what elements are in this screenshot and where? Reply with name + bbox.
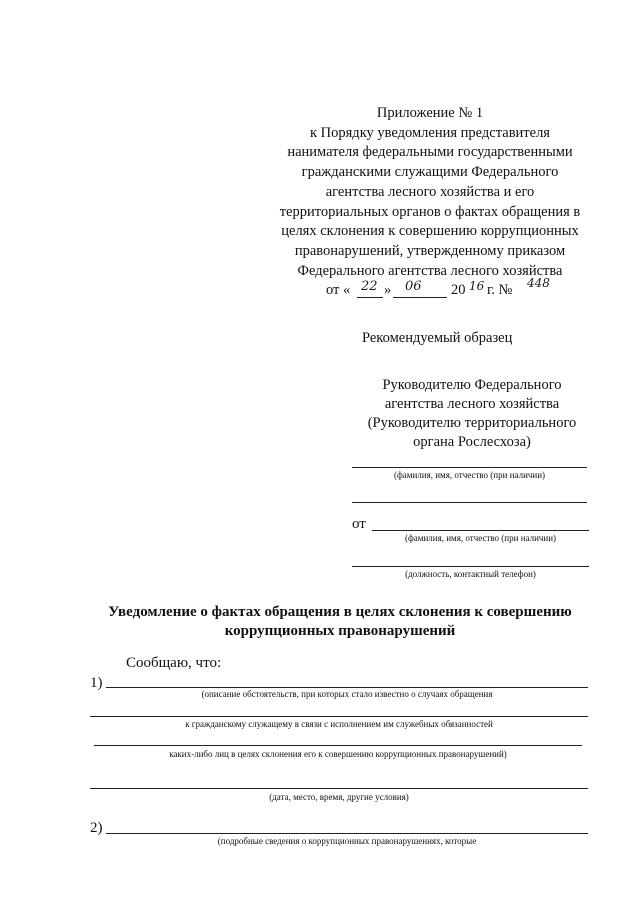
item-1-hint: к гражданскому служащему в связи с исполнением им служебных обязанностей xyxy=(185,719,493,729)
item-1-line xyxy=(94,745,582,746)
order-year-prefix: 20 xyxy=(451,282,466,298)
order-month-underline xyxy=(393,297,447,298)
item-1-hint: каких-либо лиц в целях склонения его к совершению коррупционных правонарушений) xyxy=(169,749,507,759)
sample-label: Рекомендуемый образец xyxy=(362,330,513,346)
order-number: 448 xyxy=(527,276,550,290)
appendix-block xyxy=(262,104,598,281)
item-2-hint: (подробные сведения о коррупционных правонарушениях, которые xyxy=(217,836,477,846)
position-line xyxy=(352,566,589,567)
notice-title xyxy=(60,603,620,641)
order-from-prefix: от « xyxy=(326,282,351,298)
addressee-line: Руководителю Федерального xyxy=(382,377,562,393)
notice-title-line: коррупционных правонарушений xyxy=(224,623,456,639)
notice-intro: Сообщаю, что: xyxy=(126,655,222,671)
addressee-line: агентства лесного хозяйства xyxy=(384,396,560,412)
item-1-hint: (дата, место, время, другие условия) xyxy=(269,792,409,802)
appendix-line: правонарушений, утвержденному приказом xyxy=(294,242,566,259)
order-day-underline xyxy=(357,297,383,298)
item-1-line xyxy=(106,687,588,688)
appendix-title: Приложение № 1 xyxy=(376,105,484,121)
from-fio-line xyxy=(372,530,589,531)
appendix-line: гражданскими служащими Федерального xyxy=(301,164,559,181)
order-quote-close: » xyxy=(384,282,392,298)
item-2-number: 2) xyxy=(90,820,103,836)
from-label: от xyxy=(352,516,366,532)
position-hint: (должность, контактный телефон) xyxy=(405,569,536,579)
addressee-block xyxy=(352,376,592,452)
notice-title-line: Уведомление о фактах обращения в целях склонения к совершению xyxy=(108,604,572,620)
appendix-line: агентства лесного хозяйства и его xyxy=(325,183,535,200)
addressee-line: (Руководителю территориального xyxy=(367,415,577,431)
appendix-line: территориальных органов о фактах обращения в xyxy=(279,203,581,220)
appendix-line: к Порядку уведомления представителя xyxy=(310,124,550,141)
item-1-number: 1) xyxy=(90,675,103,691)
addressee-line: органа Рослесхоза) xyxy=(413,434,531,450)
item-2-line xyxy=(106,833,588,834)
addressee-extra-line xyxy=(352,502,587,503)
addressee-fio-hint: (фамилия, имя, отчество (при наличии) xyxy=(393,470,546,480)
item-1-line xyxy=(90,716,588,717)
appendix-line: целях склонения к совершению коррупционных xyxy=(281,223,579,240)
order-number-label: г. № xyxy=(487,282,513,298)
appendix-line: нанимателя федеральными государственными xyxy=(287,144,573,161)
addressee-fio-line xyxy=(352,467,587,468)
order-year-suffix: 16 xyxy=(469,279,485,293)
item-1-line xyxy=(90,788,588,789)
from-fio-hint: (фамилия, имя, отчество (при наличии) xyxy=(404,533,557,543)
item-1-hint: (описание обстоятельств, при которых стало известно о случаях обращения xyxy=(201,689,493,699)
order-month: 06 xyxy=(405,279,422,294)
order-day: 22 xyxy=(361,279,378,294)
appendix-line: Федерального агентства лесного хозяйства xyxy=(297,262,563,279)
